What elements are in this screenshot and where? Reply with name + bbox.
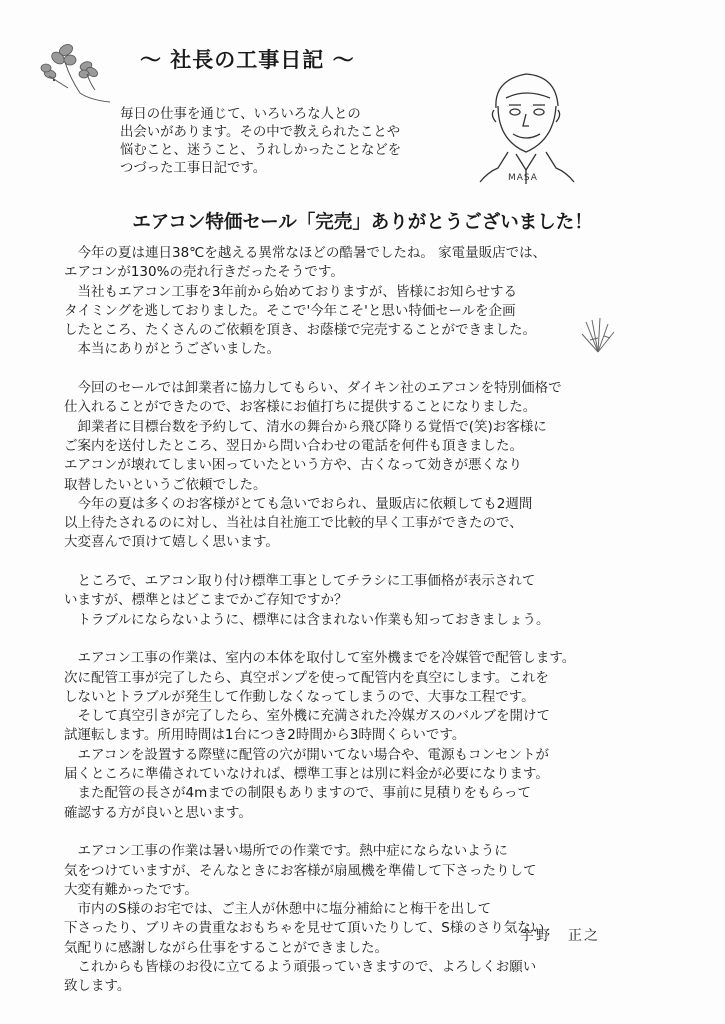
body-line: しないとトラブルが発生して作動しなくなってしまうので、大事な工程です。 (64, 688, 535, 705)
author-signature: 宇野 正之 (520, 928, 600, 944)
body-line: 次に配管工事が完了したら、真空ポンプを使って配管内を真空にします。これを (64, 669, 549, 686)
body-line: 取替したいというご依頼でした。 (64, 476, 267, 493)
body-line: 届くところに準備されていなければ、標準工事とは別に料金が必要になります。 (64, 766, 549, 783)
body-line: エアコン工事の作業は暑い場所での作業です。熱中症にならないように (64, 843, 508, 860)
president-portrait-sketch (468, 60, 586, 188)
body-line: 確認する方が良いと思います。 (64, 804, 252, 821)
body-line: 気をつけていますが、そんなときにお客様が扇風機を準備して下さったりして (64, 862, 537, 879)
body-line: 大変有難かったです。 (64, 881, 198, 898)
body-line: エアコンを設置する際壁に配管の穴が開いてない場合や、電源もコンセントが (64, 746, 550, 763)
diary-title: ～ 社長の工事日記 ～ (140, 48, 355, 72)
body-line: トラブルにならないように、標準には含まれない作業も知っておきましょう。 (64, 611, 550, 628)
intro-text (120, 106, 450, 178)
body-line: ところで、エアコン取り付け標準工事としてチラシに工事価格が表示されて (64, 573, 536, 590)
body-line: 試運転します。所用時間は1台につき2時間から3時間くらいです。 (64, 727, 466, 744)
body-line: エアコン工事の作業は、室内の本体を取付して室外機までを冷媒管で配管します。 (64, 650, 576, 667)
article-headline: エアコン特価セール「完売」ありがとうございました！ (132, 212, 593, 233)
body-line: エアコンが130%の売れ行きだったそうです。 (64, 264, 344, 281)
paragraph-gap (64, 553, 664, 572)
body-line: また配管の長さが4mまでの制限もありますので、事前に見積りをもらって (64, 785, 531, 802)
body-line: 今年の夏は多くのお客様がとても急いでおられ、量販店に依頼しても2週間 (64, 495, 533, 512)
paragraph-gap (64, 360, 664, 379)
portrait-signature: MASA (508, 173, 538, 183)
body-line: 当社もエアコン工事を3年前から始めておりますが、皆様にお知らせする (64, 283, 518, 300)
body-line: 卸業者に目標台数を予約して、清水の舞台から飛び降りる覚悟で(笑)お客様に (64, 418, 547, 435)
body-line: ご案内を送付したところ、翌日から問い合わせの電話を何件も頂きました。 (64, 437, 523, 454)
body-line: これからも皆様のお役に立てるよう頑張っていきますので、よろしくお願い (64, 958, 537, 975)
body-line: 気配りに感謝しながら仕事をすることができました。 (64, 939, 388, 956)
article-body (64, 244, 664, 997)
body-line: エアコンが壊れてしまい困っていたという方や、古くなって効きが悪くなり (64, 457, 523, 474)
body-line: 仕入れることができたので、お客様にお値打ちに提供することになりました。 (64, 399, 537, 416)
body-line: 致します。 (64, 978, 131, 995)
body-line: 下さったり、ブリキの貴重なおもちゃを見せて頂いたりして、S様のさり気ない (64, 920, 545, 937)
body-line: いますが、標準とはどこまでかご存知ですか？ (64, 592, 348, 609)
body-line: 本当にありがとうございました。 (64, 341, 280, 358)
paragraph-gap (64, 823, 664, 842)
intro-line: 悩むこと、迷うこと、うれしかったことなどを (120, 143, 402, 158)
body-line: 今年の夏は連日38℃を越える異常なほどの酷暑でしたね。 家電量販店では、 (64, 245, 547, 261)
body-line: したところ、たくさんのご依頼を頂き、お蔭様で完売することができました。 (64, 322, 536, 339)
body-line: 大変喜んで頂けて嬉しく思います。 (64, 534, 279, 551)
body-line: タイミングを逃しておりました。そこで'今年こそ'と思い特価セールを企画 (64, 302, 516, 319)
intro-line: 毎日の仕事を通じて、いろいろな人との (120, 107, 361, 122)
body-line: 市内のS様のお宅では、ご主人が休憩中に塩分補給にと梅干を出して (64, 901, 492, 918)
clover-decoration-icon (40, 38, 120, 108)
body-line: 今回のセールでは卸業者に協力してもらい、ダイキン社のエアコンを特別価格で (64, 380, 562, 397)
intro-line: つづった工事日記です。 (120, 161, 267, 176)
paragraph-gap (64, 630, 664, 649)
body-line: 以上待たされるのに対し、当社は自社施工で比較的早く工事ができたので、 (64, 515, 523, 532)
intro-line: 出会いがあります。その中で教えられたことや (120, 125, 401, 140)
body-line: そして真空引きが完了したら、室外機に充満された冷媒ガスのバルブを開けて (64, 708, 550, 725)
